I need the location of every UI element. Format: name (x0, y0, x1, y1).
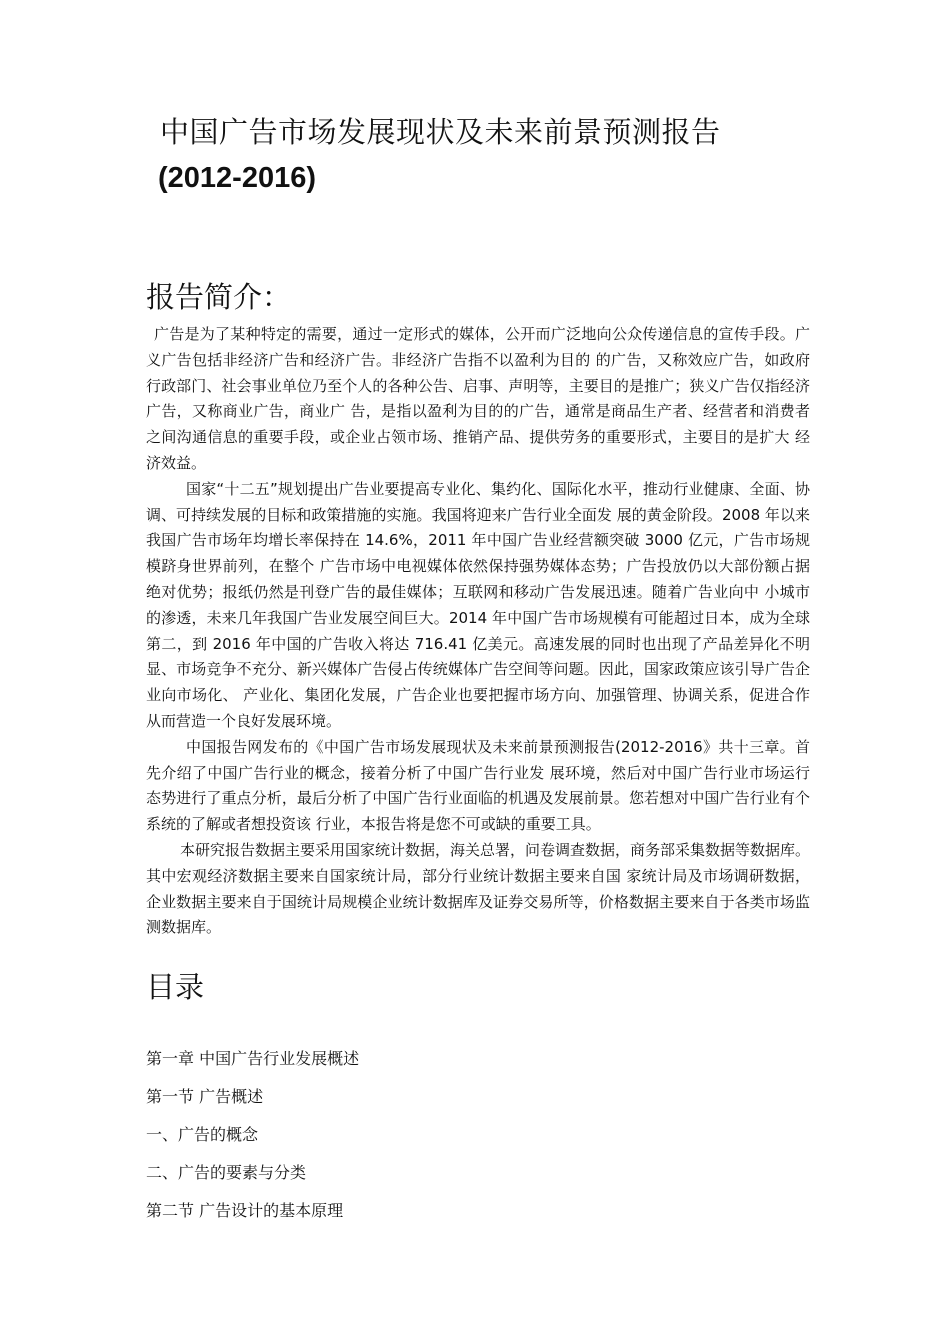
toc-heading: 目录 (146, 970, 205, 1004)
toc-item-section-1: 第一节 广告概述 (146, 1087, 264, 1106)
table-of-contents (146, 1046, 359, 1236)
intro-paragraph-2: 国家“十二五”规划提出广告业要提高专业化、集约化、国际化水平，推动行业健康、全面、协调、可持续发展的目标和政策措施的实施。我国将迎来广告行业全面发 展的黄金阶段。2008 年以来我国广告市场年均增长率保持在 14.6%，2011 年中国广告业经营额突破 3000 亿元，广告市场规模跻身世界前列，在整个 广告市场中电视媒体依然保持强势媒体态势；广告投放仍以大部份额占据绝对优势；报纸仍然是刊登广告的最佳媒体；互联网和移动广告发展迅速。随着广告业向中 小城市的渗透，未来几年我国广告业发展空间巨大。2014 年中国广告市场规模有可能超过日本，成为全球第二，到 2016 年中国的广告收入将达 716.41 亿美元。高速发展的同时也出现了产品差异化不明显、市场竞争不充分、新兴媒体广告侵占传统媒体广告空间等问题。因此，国家政策应该引导广告企业向市场化、 产业化、集团化发展，广告企业也要把握市场方向、加强管理、协调关系，促进合作从而营造一个良好发展环境。 (146, 479, 810, 730)
intro-paragraph-1: 广告是为了某种特定的需要，通过一定形式的媒体，公开而广泛地向公众传递信息的宣传手段。广义广告包括非经济广告和经济广告。非经济广告指不以盈利为目的 的广告，又称效应广告，如政府行政部门、社会事业单位乃至个人的各种公告、启事、声明等，主要目的是推广；狭义广告仅指经济广告，又称商业广告，商业广 告，是指以盈利为目的的广告，通常是商品生产者、经营者和消费者之间沟通信息的重要手段，或企业占领市场、推销产品、提供劳务的重要形式，主要目的是扩大 经济效益。 (146, 325, 810, 472)
toc-item-subsection-2: 二、广告的要素与分类 (146, 1163, 307, 1182)
toc-item-subsection-1: 一、广告的概念 (146, 1125, 259, 1144)
intro-body (146, 322, 810, 941)
toc-item-chapter-1: 第一章 中国广告行业发展概述 (146, 1049, 360, 1068)
report-title: 中国广告市场发展现状及未来前景预测报告 (160, 115, 721, 149)
toc-item-section-2: 第二节 广告设计的基本原理 (146, 1201, 344, 1220)
intro-paragraph-3: 中国报告网发布的《中国广告市场发展现状及未来前景预测报告(2012-2016》共十三章。首先介绍了中国广告行业的概念，接着分析了中国广告行业发 展环境，然后对中国广告行业市场运行态势进行了重点分析，最后分析了中国广告行业面临的机遇及发展前景。您若想对中国广告行业有个系统的了解或者想投资该 行业，本报告将是您不可或缺的重要工具。 (146, 737, 810, 834)
intro-paragraph-4: 本研究报告数据主要采用国家统计数据，海关总署，问卷调查数据，商务部采集数据等数据库。其中宏观经济数据主要来自国家统计局，部分行业统计数据主要来自国 家统计局及市场调研数据，企业数据主要来自于国统计局规模企业统计数据库及证券交易所等，价格数据主要来自于各类市场监测数据库。 (146, 840, 811, 937)
intro-heading: 报告简介： (146, 280, 292, 314)
report-title-years: (2012-2016) (158, 162, 316, 194)
